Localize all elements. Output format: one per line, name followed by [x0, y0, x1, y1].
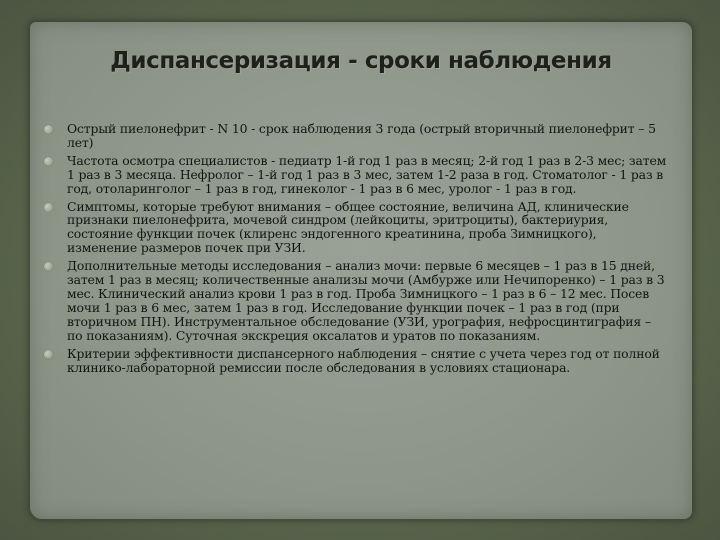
list-item-text: Критерии эффективности диспансерного наблюдения – снятие с учета через год от полной клинико-лабораторной ремиссии после обследования в условиях стационара.: [67, 345, 660, 375]
list-item: [42, 347, 668, 375]
list-item-text: Симптомы, которые требуют внимания – общее состояние, величина АД, клинические признаки пиелонефрита, мочевой синдром (лейкоциты, эритроциты), бактериурия, состояние функции почек (клиренс эндогенного креатинина, проба Зимницкого), изменение размеров почек при УЗИ.: [67, 198, 629, 256]
slide-paper: [30, 22, 692, 519]
list-item: [42, 122, 668, 150]
bullet-icon: [44, 125, 53, 134]
list-item: [42, 259, 668, 342]
bullet-list: [42, 122, 668, 378]
list-item: [42, 154, 668, 196]
bullet-icon: [44, 157, 53, 166]
list-item: [42, 200, 668, 256]
list-item-text: Дополнительные методы исследования – анализ мочи: первые 6 месяцев – 1 раз в 15 дней, затем 1 раз в месяц; количественные анализы мочи (Амбурже или Нечипоренко) – 1 раз в 3 мес. Клинический анализ крови 1 раз в год. Проба Зимницкого – 1 раз в 6 – 12 мес. Посев мочи 1 раз в 6 мес, затем 1 раз в год. Исследование функции почек – 1 раз в год (при вторичном ПН). Инструментальное обследование (УЗИ, урография, нефросцинтиграфия – по показаниям). Суточная экскреция оксалатов и уратов по показаниям.: [67, 258, 665, 343]
slide-title: Диспансеризация - сроки наблюдения: [110, 48, 612, 74]
bullet-icon: [44, 350, 53, 359]
list-item-text: Острый пиелонефрит - N 10 - срок наблюдения 3 года (острый вторичный пиелонефрит – 5 лет): [67, 121, 656, 150]
list-item-text: Частота осмотра специалистов - педиатр 1-й год 1 раз в месяц; 2-й год 1 раз в 2-3 мес; затем 1 раз в 3 месяца. Нефролог – 1-й год 1 раз в 3 мес, затем 1-2 раза в год. Стоматолог - 1 раз в год, отоларинголог – 1 раз в год, гинеколог - 1 раз в 6 мес, уролог - 1 раз в год.: [67, 152, 667, 196]
bullet-icon: [44, 203, 53, 212]
bullet-icon: [44, 262, 53, 271]
